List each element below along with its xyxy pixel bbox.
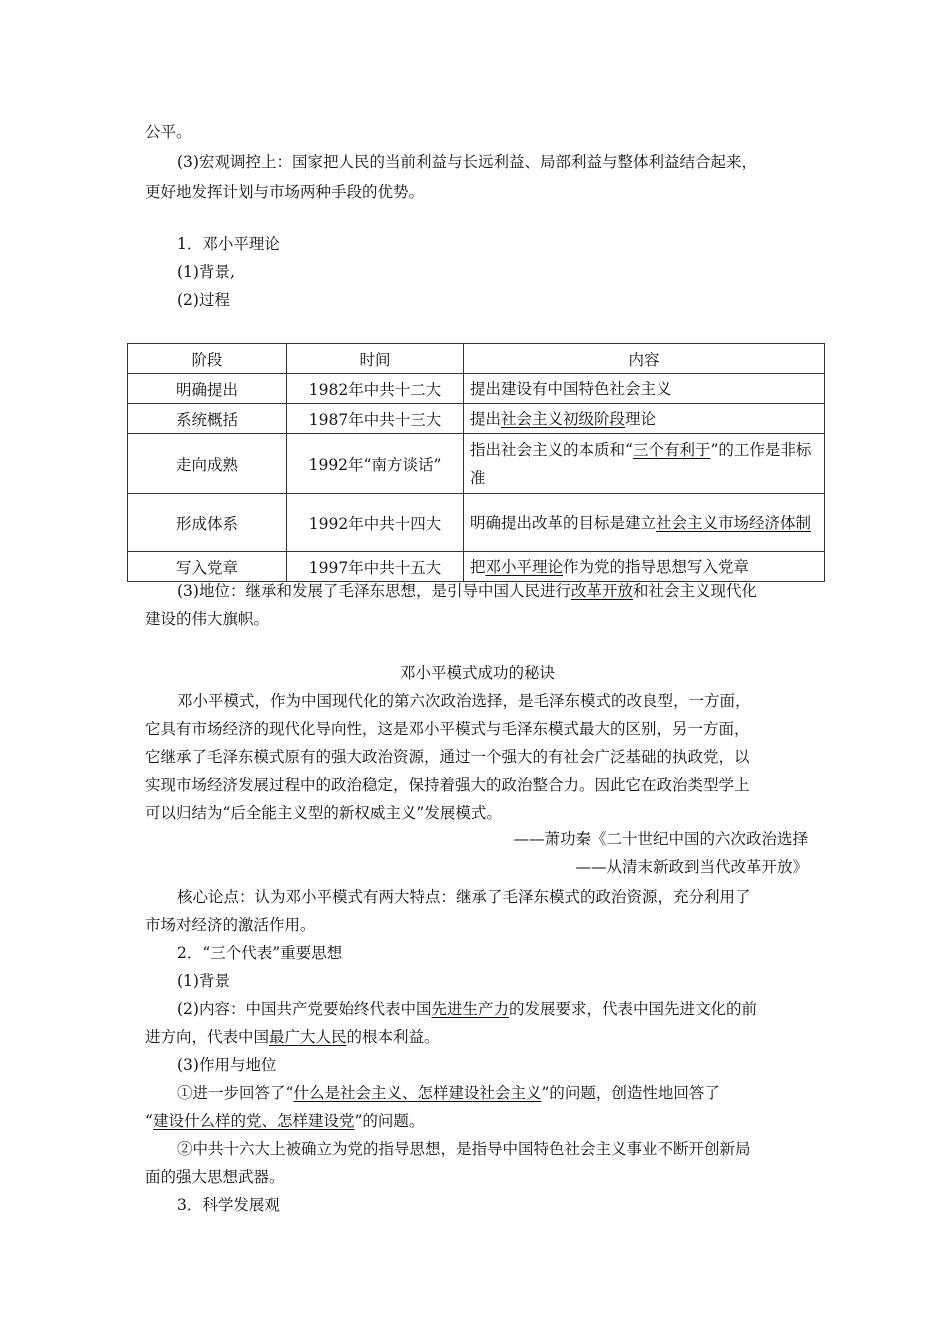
text-line: (3)作用与地位 (177, 1056, 277, 1074)
text-line: 可以归结为“后全能主义型的新权威主义”发展模式。 (145, 804, 502, 822)
text-line: (1)背景, (177, 263, 235, 281)
table-cell: 明确提出改革的目标是建立社会主义市场经济体制 (464, 494, 825, 552)
table-cell: 1992年中共十四大 (287, 494, 464, 552)
table-header-row (128, 344, 825, 374)
table-header: 内容 (464, 344, 825, 374)
table-cell: 走向成熟 (128, 434, 287, 494)
text-line: ②中共十六大上被确立为党的指导思想，是指导中国特色社会主义事业不断开创新局 (177, 1140, 751, 1158)
text-line: (3)宏观调控上：国家把人民的当前利益与长远利益、局部利益与整体利益结合起来， (177, 153, 757, 171)
process-table (127, 343, 825, 582)
text-line: 它具有市场经济的现代化导向性，这是邓小平模式与毛泽东模式最大的区别，另一方面， (145, 720, 750, 738)
section-heading: 3．科学发展观 (177, 1196, 280, 1214)
table-cell: 提出社会主义初级阶段理论 (464, 404, 825, 434)
box-title: 邓小平模式成功的秘诀 (399, 664, 555, 682)
table-row (128, 374, 825, 404)
text-line: 邓小平模式，作为中国现代化的第六次政治选择，是毛泽东模式的改良型，一方面， (177, 692, 751, 710)
text-line: 面的强大思想武器。 (145, 1168, 285, 1186)
text-line: “建设什么样的党、怎样建设党”的问题。 (145, 1112, 425, 1130)
table-cell: 形成体系 (128, 494, 287, 552)
text-line: ①进一步回答了“什么是社会主义、怎样建设社会主义”的问题，创造性地回答了 (177, 1084, 720, 1102)
text-line: 更好地发挥计划与市场两种手段的优势。 (145, 183, 425, 201)
table-row (128, 404, 825, 434)
table-cell: 1992年“南方谈话” (287, 434, 464, 494)
table-header: 阶段 (128, 344, 287, 374)
source-citation: ——从清末新政到当代改革开放》 (575, 858, 808, 876)
text-line: (2)过程 (177, 291, 230, 309)
section-heading: 1．邓小平理论 (177, 235, 280, 253)
text-line: 进方向，代表中国最广大人民的根本利益。 (145, 1028, 440, 1046)
text-line: 公平。 (145, 123, 192, 141)
text-line: 建设的伟大旗帜。 (145, 610, 270, 628)
section-heading: 2．“三个代表”重要思想 (177, 944, 343, 962)
table-row (128, 494, 825, 552)
table-cell: 提出建设有中国特色社会主义 (464, 374, 825, 404)
table-cell: 系统概括 (128, 404, 287, 434)
source-citation: ——萧功秦《二十世纪中国的六次政治选择 (513, 830, 808, 848)
text-line: (3)地位：继承和发展了毛泽东思想，是引导中国人民进行改革开放和社会主义现代化 (177, 582, 757, 600)
table-cell: 明确提出 (128, 374, 287, 404)
table-cell: 写入党章 (128, 552, 287, 582)
table-cell: 1997年中共十五大 (287, 552, 464, 582)
text-line: 核心论点：认为邓小平模式有两大特点：继承了毛泽东模式的政治资源，充分利用了 (177, 888, 751, 906)
table-cell: 指出社会主义的本质和“三个有利于”的工作是非标准 (464, 434, 825, 494)
text-line: (2)内容：中国共产党要始终代表中国先进生产力的发展要求，代表中国先进文化的前 (177, 1000, 757, 1018)
text-line: 它继承了毛泽东模式原有的强大政治资源，通过一个强大的有社会广泛基础的执政党，以 (145, 748, 750, 766)
table-cell: 把邓小平理论作为党的指导思想写入党章 (464, 552, 825, 582)
text-line: 市场对经济的激活作用。 (145, 916, 316, 934)
table-row (128, 434, 825, 494)
text-line: 实现市场经济发展过程中的政治稳定，保持着强大的政治整合力。因此它在政治类型学上 (145, 776, 750, 794)
text-line: (1)背景 (177, 972, 230, 990)
table-header: 时间 (287, 344, 464, 374)
table-cell: 1982年中共十二大 (287, 374, 464, 404)
table-cell: 1987年中共十三大 (287, 404, 464, 434)
